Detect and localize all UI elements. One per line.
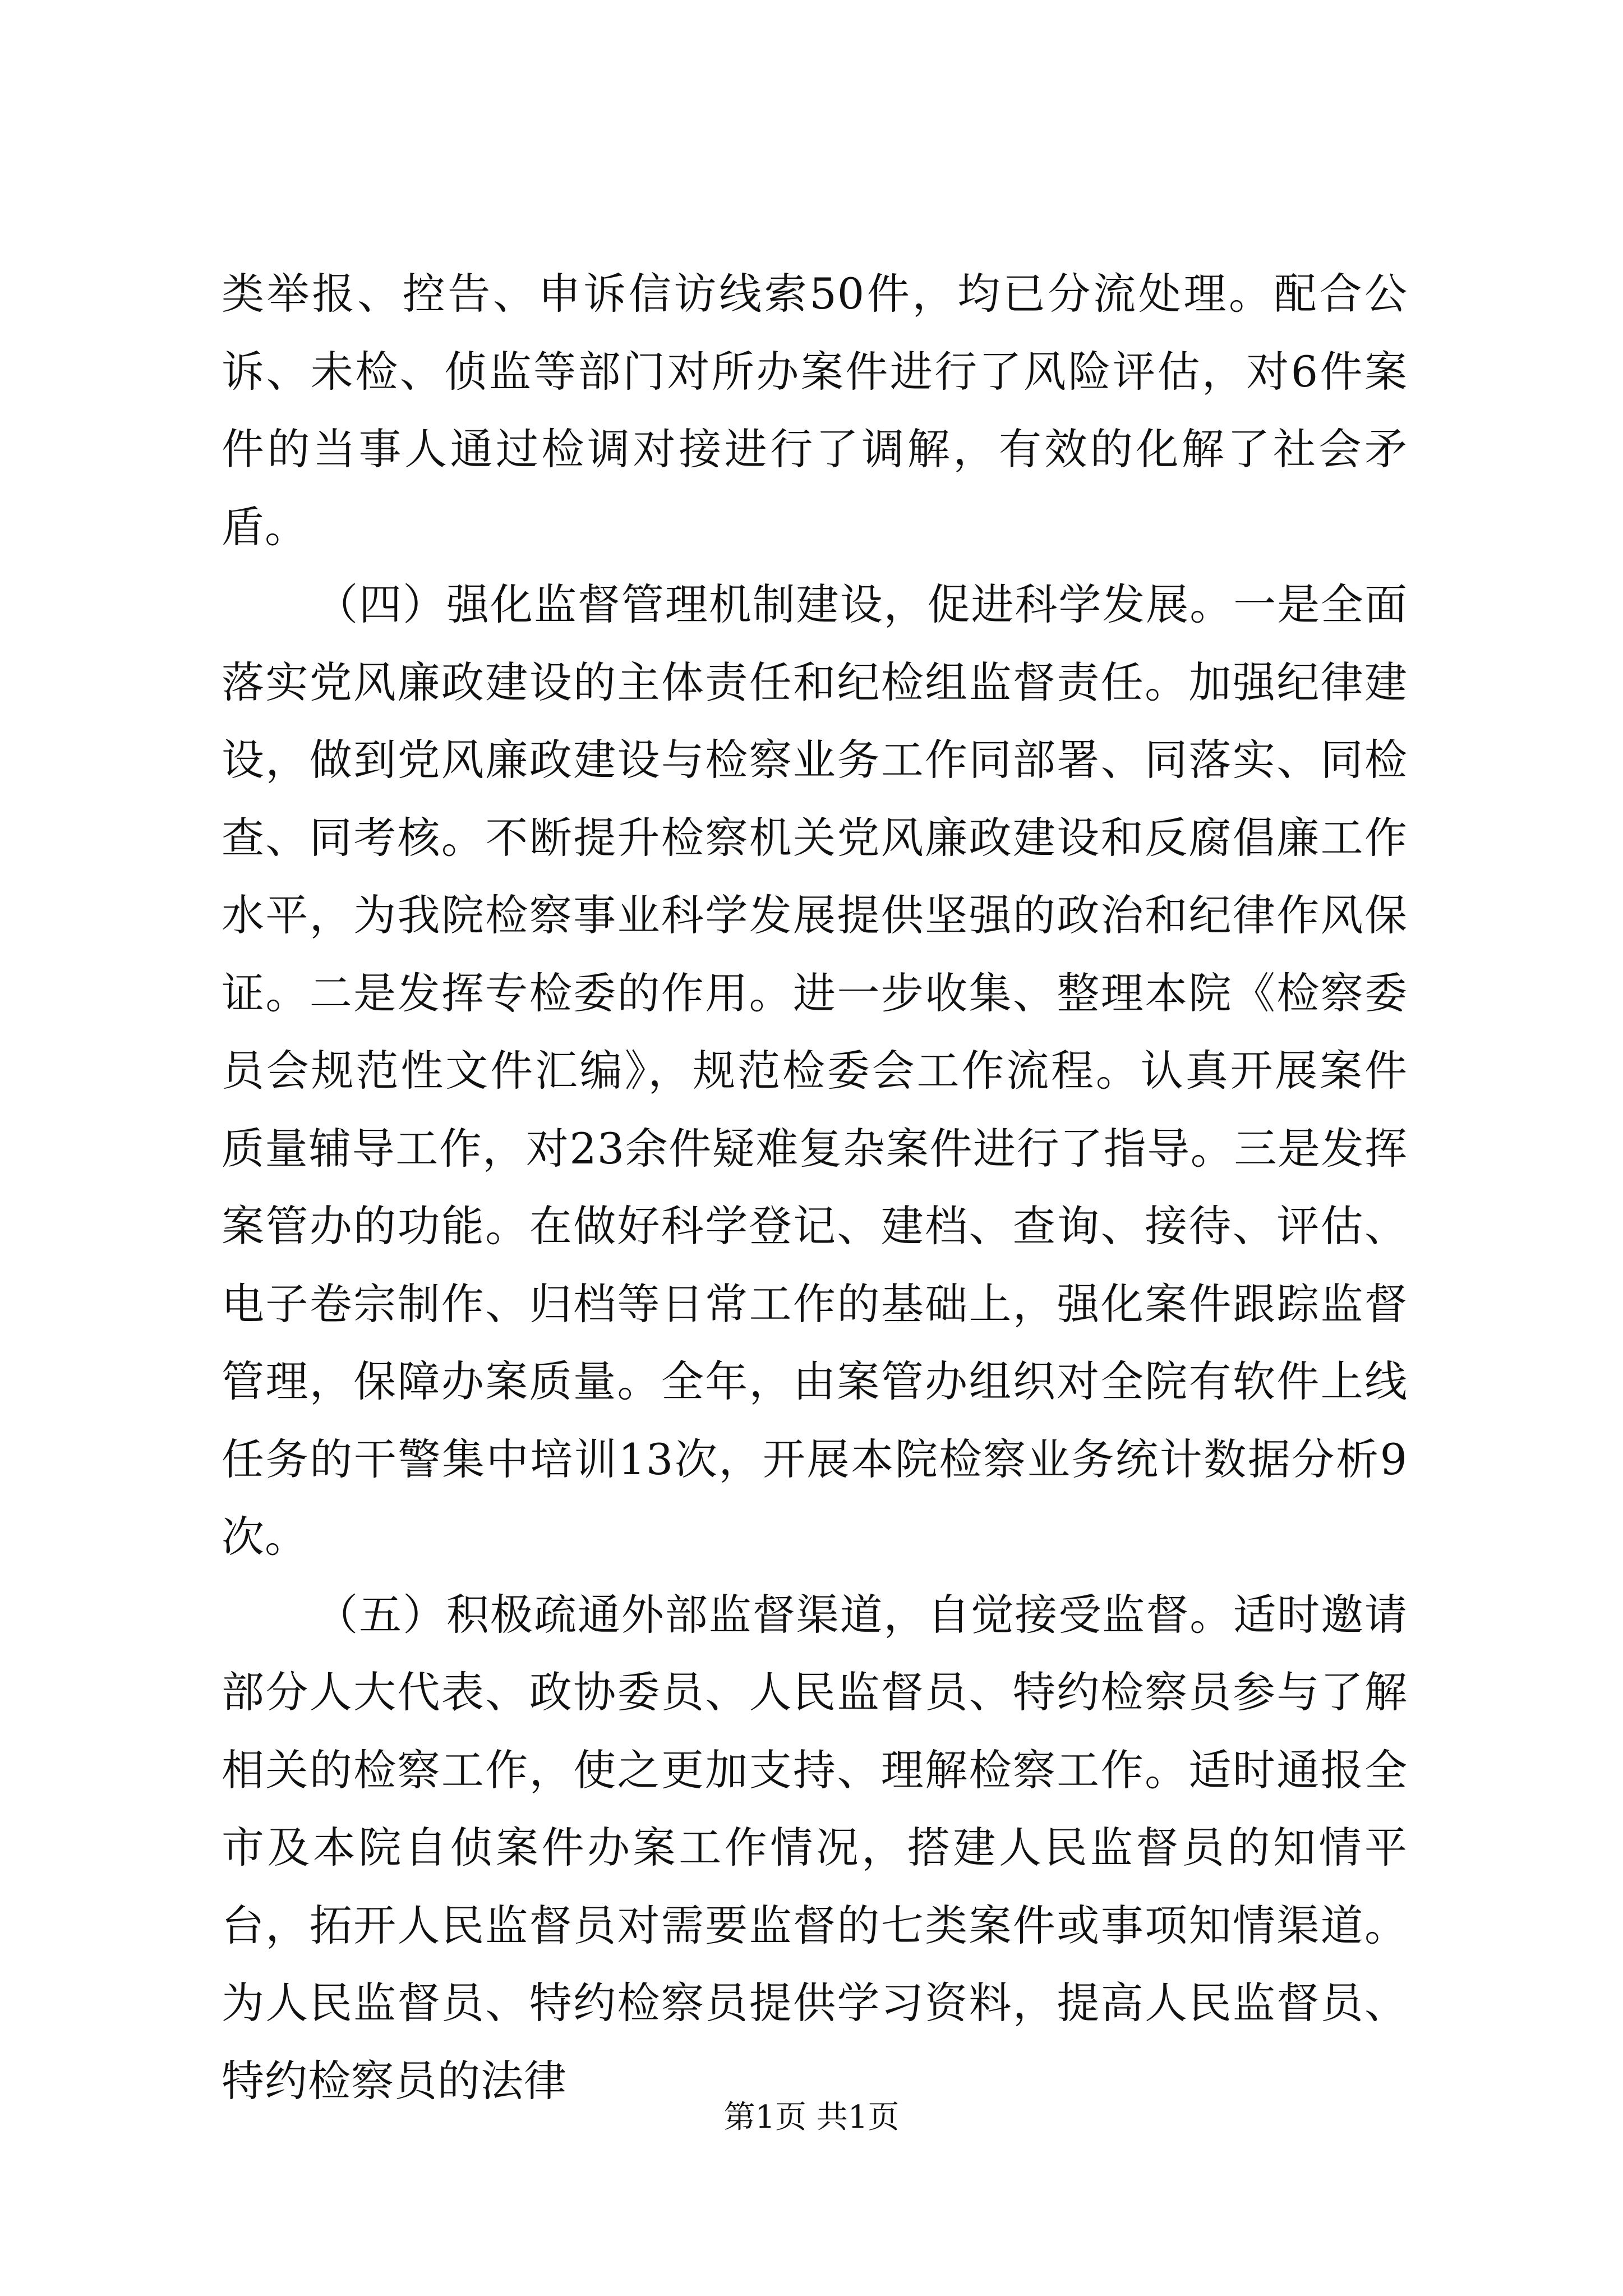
paragraph-section-four: （四）强化监督管理机制建设，促进科学发展。一是全面落实党风廉政建设的主体责任和纪检组监督责任。加强纪律建设，做到党风廉政建设与检察业务工作同部署、同落实、同检查、同考核。不断提升检察机关党风廉政建设和反腐倡廉工作水平，为我院检察事业科学发展提供坚强的政治和纪律作风保证。二是发挥专检委的作用。进一步收集、整理本院《检察委员会规范性文件汇编》，规范检委会工作流程。认真开展案件质量辅导工作，对23余件疑难复杂案件进行了指导。三是发挥案管办的功能。在做好科学登记、建档、查询、接待、评估、电子卷宗制作、归档等日常工作的基础上，强化案件跟踪监督管理，保障办案质量。全年，由案管办组织对全院有软件上线任务的干警集中培训13次，开展本院检察业务统计数据分析9次。: [222, 579, 1408, 1562]
page-footer: 第1页 共1页: [723, 2099, 900, 2136]
document-body: [222, 255, 1408, 2120]
paragraph-continued: 类举报、控告、申诉信访线索50件，均已分流处理。配合公诉、未检、侦监等部门对所办案件进行了风险评估，对6件案件的当事人通过检调对接进行了调解，有效的化解了社会矛盾。: [222, 269, 1408, 552]
paragraph-section-five: （五）积极疏通外部监督渠道，自觉接受监督。适时邀请部分人大代表、政协委员、人民监督员、特约检察员参与了解相关的检察工作，使之更加支持、理解检察工作。适时通报全市及本院自侦案件办案工作情况，搭建人民监督员的知情平台，拓开人民监督员对需要监督的七类案件或事项知情渠道。为人民监督员、特约检察员提供学习资料，提高人民监督员、特约检察员的法律: [222, 1589, 1408, 2106]
